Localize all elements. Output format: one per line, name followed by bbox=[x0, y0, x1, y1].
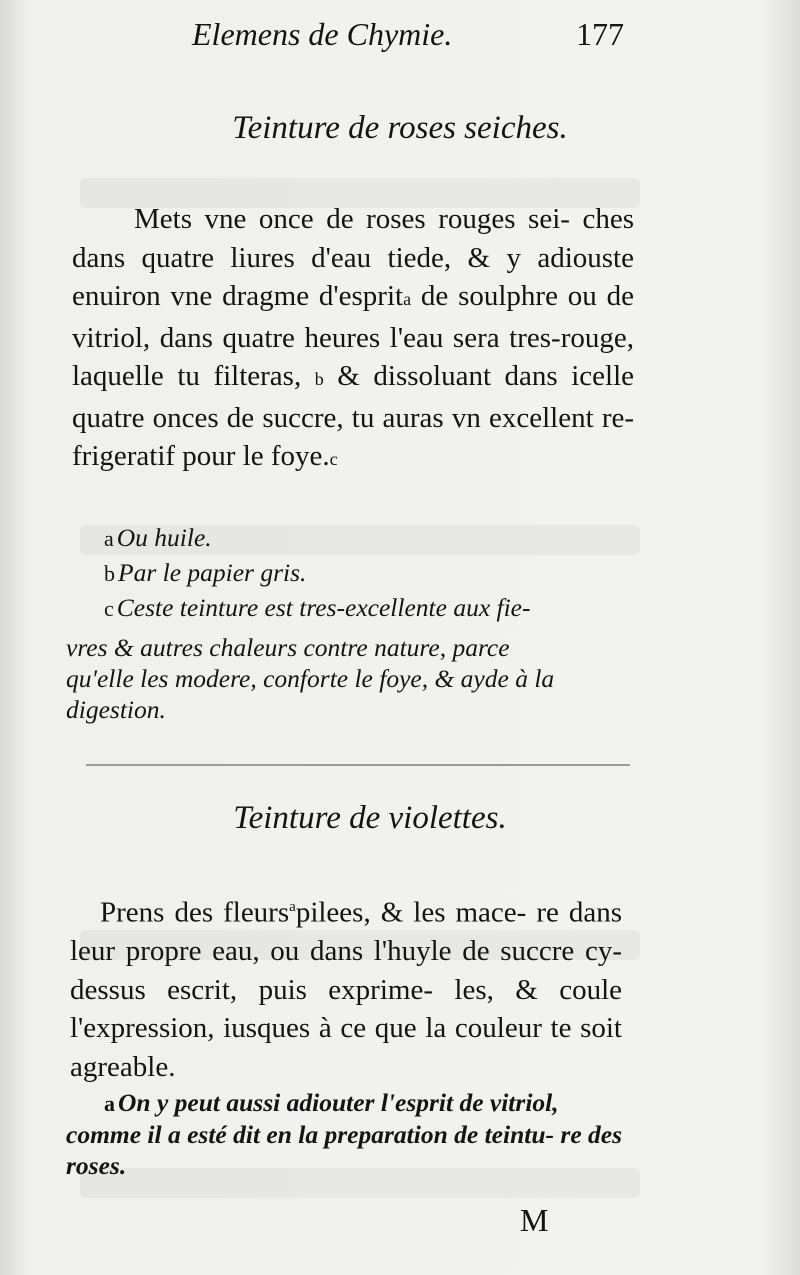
running-head: Elemens de Chymie. bbox=[192, 16, 453, 52]
section-divider bbox=[86, 764, 630, 766]
text-line: & dissoluant dans icelle quatre bbox=[72, 360, 635, 434]
note-line: On y peut aussi adiouter l'esprit de vitriol, bbox=[118, 1088, 559, 1117]
note-mark: a bbox=[104, 526, 114, 551]
marginal-note-violettes bbox=[66, 1087, 632, 1181]
note-mark: a bbox=[104, 1091, 115, 1116]
note-line: digestion. bbox=[66, 695, 166, 724]
note-text: Ou huile. bbox=[116, 523, 212, 552]
note-text: Par le papier gris. bbox=[118, 558, 307, 587]
marginal-note-a bbox=[104, 522, 632, 554]
page-header bbox=[0, 14, 800, 64]
note-marker: a bbox=[403, 289, 412, 309]
note-text: Ceste teinture est tres-excellente aux fie- bbox=[116, 593, 531, 622]
note-line: vres & autres chaleurs contre nature, parce bbox=[66, 633, 510, 662]
note-line: comme il a esté dit en la preparation de teintu- bbox=[66, 1120, 555, 1149]
signature-mark: M bbox=[520, 1202, 549, 1238]
text-line: pilees, & les mace- bbox=[295, 896, 527, 929]
section-title-roses: Teinture de roses seiches. bbox=[232, 110, 568, 146]
note-mark: b bbox=[104, 561, 115, 586]
text-line: re dans leur propre eau, ou dans l'huyle bbox=[70, 896, 622, 968]
text-line: frigeratif pour le foye. bbox=[72, 440, 330, 472]
text-line: de soulphre ou de vitriol, dans quatre bbox=[72, 280, 634, 354]
text-line: Mets vne once de roses rouges sei- bbox=[134, 203, 570, 235]
text-line: Prens des fleurs bbox=[100, 896, 290, 929]
note-mark: c bbox=[104, 596, 114, 621]
marginal-note-c-continued bbox=[66, 632, 632, 725]
marginal-note-b bbox=[104, 557, 632, 589]
text-line: onces de succre, tu auras vn excellent re- bbox=[152, 401, 634, 434]
note-line: re des roses. bbox=[66, 1120, 622, 1180]
note-line: qu'elle les modere, conforte le foye, & ayde à la bbox=[66, 664, 555, 693]
recipe-roses-text bbox=[72, 200, 634, 479]
note-marker: b bbox=[314, 369, 324, 389]
text-line: heures l'eau sera tres-rouge, laquelle tu bbox=[72, 321, 634, 392]
text-line: adiouste enuiron vne dragme d'esprit bbox=[72, 241, 634, 312]
section-title-violettes: Teinture de violettes. bbox=[233, 800, 507, 836]
text-line: les, & coule l'expression, iusques à ce bbox=[70, 973, 623, 1045]
text-line: ches dans quatre liures d'eau tiede, & y bbox=[72, 203, 634, 274]
recipe-violettes-text bbox=[70, 888, 622, 1086]
text-line: de succre cy-dessus escrit, puis exprime- bbox=[70, 935, 623, 1006]
note-marker: c bbox=[329, 449, 338, 469]
text-line: que la couleur te soit agreable. bbox=[70, 1012, 622, 1083]
note-marker: a bbox=[289, 899, 296, 915]
marginal-note-c bbox=[104, 592, 632, 624]
page-number: 177 bbox=[576, 16, 624, 52]
text-line: filteras, bbox=[213, 360, 315, 392]
